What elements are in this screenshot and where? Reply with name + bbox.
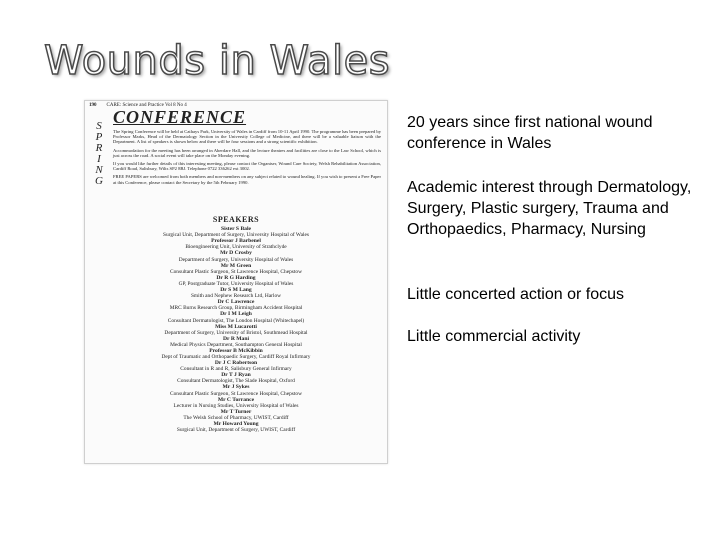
side-label-letter: S <box>96 120 102 132</box>
speaker-affiliation: Surgical Unit, Department of Surgery, University Hospital of Wales <box>163 232 309 239</box>
speaker-affiliation: Consultant Dermatologist, The Slade Hospital, Oxford <box>177 378 295 385</box>
document-heading: CONFERENCE <box>113 107 247 127</box>
side-label-letter: P <box>95 131 103 143</box>
bullet-item: 20 years since first national wound conference in Wales <box>407 114 653 152</box>
speaker-affiliation: Smith and Nephew Research Ltd, Harlow <box>190 293 282 300</box>
speaker-name: Sister S Bale <box>220 226 252 232</box>
speaker-name: Mr C Torrance <box>217 396 255 403</box>
intro-paragraph: The Spring Conference will be held at Cathays Park, University of Wales in Cardiff from 10-11 April 1990. The programme has been prepared by Professor Marks, Head of the Dermatology Section in the University College of Medicine, and there will be a valuable liaison with the Department. A list of speakers is shown below and there will be four sessions and a strong scientific exhibition. <box>113 129 381 145</box>
speaker-name: Dr C Lawrence <box>217 299 255 306</box>
speaker-name: Professor J Barbenel <box>211 238 261 245</box>
speaker-name: Dr S M Lang <box>220 286 252 293</box>
speakers-heading: SPEAKERS <box>212 215 260 224</box>
speaker-affiliation: Department of Surgery, University of Bristol, Southmead Hospital <box>164 329 308 336</box>
speaker-affiliation: Consultant Plastic Surgeon, St Lawrence Hospital, Chepstow <box>170 390 302 397</box>
bullet-item: Little concerted action or focus <box>407 286 625 303</box>
document-intro <box>113 129 381 188</box>
bullet-item: Little commercial activity <box>407 328 581 345</box>
speaker-name: Dr J C Robertson <box>214 360 258 367</box>
side-label-letter: N <box>95 164 103 176</box>
speaker-name: Dr R Mani <box>223 335 249 342</box>
intro-paragraph: Accommodation for the meeting has been arranged in Aberdare Hall, and the lecture theatres and facilities are close to the Law School, which is just across the road. A social event will take place on the Monday evening. <box>113 147 381 158</box>
speaker-affiliation: Surgical Unit, Department of Surgery, UWIST, Cardiff <box>176 427 296 434</box>
bullet-item: Academic interest through Dermatology, Surgery, Plastic surgery, Trauma and Orthopaedics, Pharmacy, Nursing <box>407 179 692 238</box>
side-label-letter: I <box>97 153 101 165</box>
intro-paragraph: If you would like further details of this interesting meeting, please contact the Organiser, Wound Care Society, Welsh Rehabilitation Association, Cardiff Road, Salisbury, Wilts SP2 8BJ. Telephone 0722 336262 ext 3002. <box>113 161 381 172</box>
speaker-name: Mr M Green <box>220 262 252 269</box>
speaker-affiliation: Consultant Plastic Surgeon, St Lawrence Hospital, Chepstow <box>170 268 302 275</box>
speaker-affiliation: Dept of Traumatic and Orthopaedic Surgery, Cardiff Royal Infirmary <box>161 354 311 361</box>
speaker-name: Professor B McKibbin <box>209 347 263 354</box>
side-label-letter: G <box>95 175 103 187</box>
slide-title: Wounds in Wales <box>44 38 391 84</box>
speaker-name: Mr D Crosby <box>220 250 252 257</box>
speaker-name: Mr J Sykes <box>222 384 250 391</box>
speaker-name: Dr R G Harding <box>216 274 256 281</box>
speakers-list <box>99 227 373 434</box>
speaker-name: Dr T J Ryan <box>221 372 251 379</box>
speaker-affiliation: Bioengineering Unit, University of Strathclyde <box>185 244 287 251</box>
speaker-affiliation: The Welsh School of Pharmacy, UWIST, Cardiff <box>183 415 289 421</box>
speaker-affiliation: MRC Burns Research Group, Birmingham Accident Hospital <box>169 305 303 312</box>
conference-document-image <box>84 100 388 464</box>
speaker-affiliation: GP, Postgraduate Tutor, University Hospital of Wales <box>178 280 294 287</box>
intro-paragraph: FREE PAPERS are welcomed from both members and non-members on any subject related to wound healing. If you wish to present a Free Paper at this Conference, please contact the Secretary by the 5th February 1990. <box>113 174 381 185</box>
speaker-name: Mr T Turner <box>220 408 252 415</box>
speaker-name: Dr I M Leigh <box>220 311 252 318</box>
document-journal: CARE: Science and Practice Vol 8 No 4 <box>106 103 187 108</box>
speaker-affiliation: Consultant Dermatologist, The London Hospital (Whitechapel) <box>167 317 305 324</box>
speaker-affiliation: Medical Physics Department, Southampton General Hospital <box>170 341 302 348</box>
speaker-name: Miss M Lucarotti <box>215 323 257 330</box>
speaker-affiliation: Lecturer in Nursing Studies, University Hospital of Wales <box>173 402 299 409</box>
document-side-label <box>92 121 106 187</box>
speaker-affiliation: Consultant in R and R, Salisbury General Infirmary <box>180 366 292 373</box>
side-label-letter: R <box>95 142 103 154</box>
document-page-number: 190 <box>89 103 97 108</box>
speaker-affiliation: Department of Surgery, University Hospital of Wales <box>178 256 294 263</box>
speaker-name: Mr Howard Young <box>213 421 259 427</box>
